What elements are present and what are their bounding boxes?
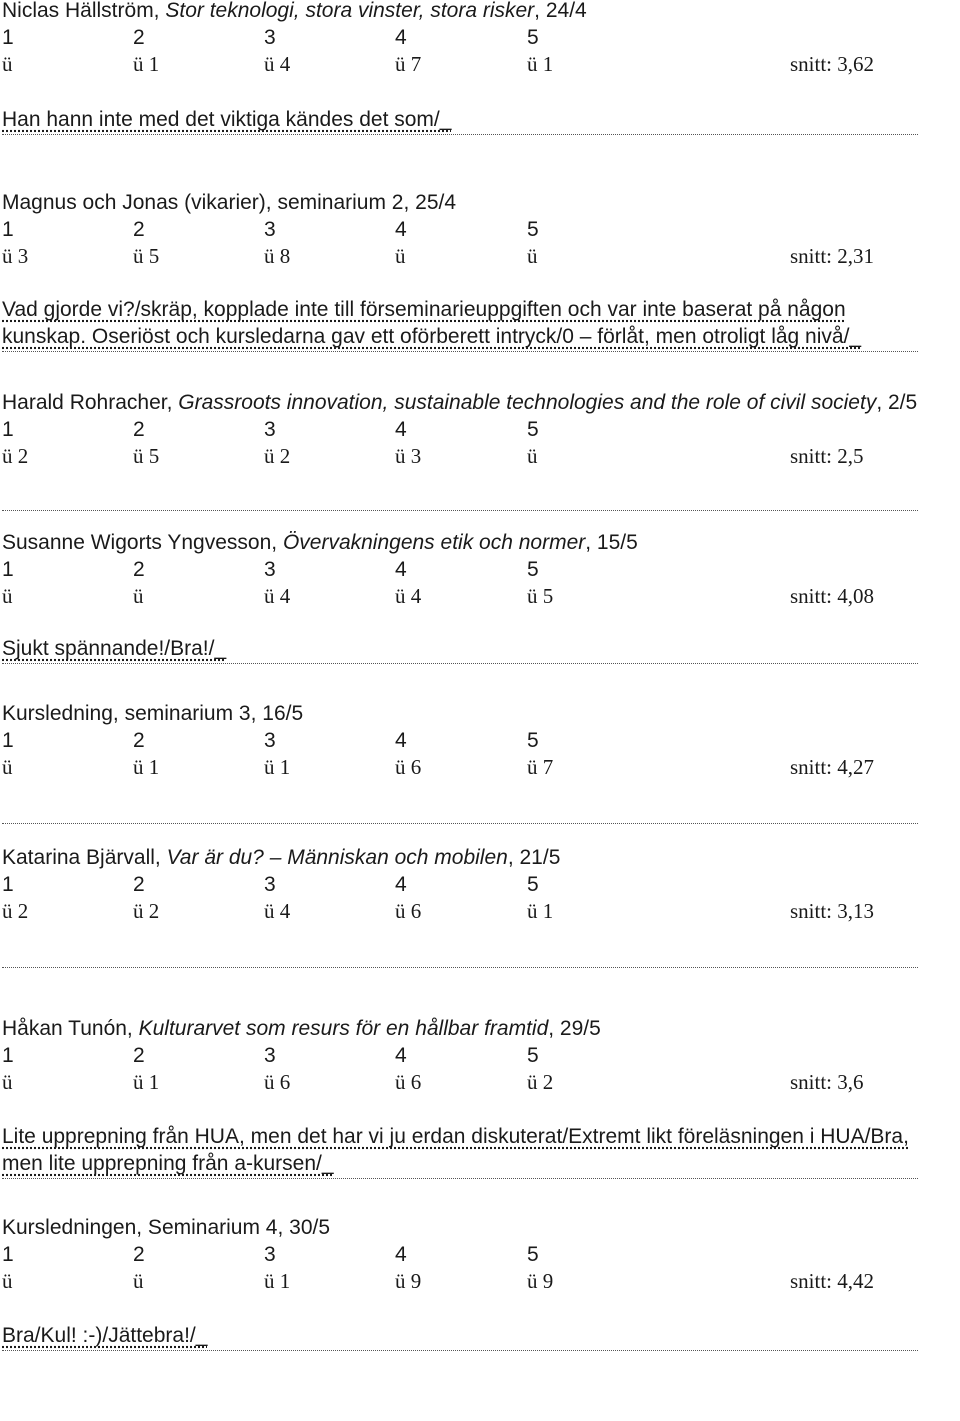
rating-counts xyxy=(2,898,920,925)
title-text: Håkan Tunón, xyxy=(2,1017,139,1040)
scale-4: 4 xyxy=(395,418,407,441)
average-score: snitt: 3,6 xyxy=(790,1070,864,1094)
average-score: snitt: 2,31 xyxy=(790,244,875,268)
scale-4: 4 xyxy=(395,873,407,896)
scale-1: 1 xyxy=(2,873,14,896)
count-2: ü 5 xyxy=(133,244,160,268)
scale-1: 1 xyxy=(2,418,14,441)
title-text: Magnus och Jonas (vikarier), seminarium 2, 25/4 xyxy=(2,191,457,214)
rating-scale xyxy=(2,727,920,754)
rating-scale xyxy=(2,1241,920,1268)
scale-2: 2 xyxy=(133,418,145,441)
lecture-section xyxy=(2,700,920,824)
scale-2: 2 xyxy=(133,873,145,896)
rating-scale xyxy=(2,556,920,583)
rating-scale xyxy=(2,871,920,898)
count-5: ü 9 xyxy=(527,1269,554,1293)
count-1: ü xyxy=(2,52,13,76)
count-4: ü 6 xyxy=(395,899,422,923)
section-title xyxy=(2,529,920,556)
rating-counts xyxy=(2,583,920,610)
comment-divider xyxy=(2,823,918,824)
lecture-section xyxy=(2,844,920,968)
count-2: ü 2 xyxy=(133,899,160,923)
count-4: ü 3 xyxy=(395,444,422,468)
average-score: snitt: 3,62 xyxy=(790,52,875,76)
comment-divider xyxy=(2,510,918,511)
average-score: snitt: 4,08 xyxy=(790,584,875,608)
scale-4: 4 xyxy=(395,26,407,49)
count-2: ü 1 xyxy=(133,52,160,76)
scale-2: 2 xyxy=(133,1243,145,1266)
rating-counts xyxy=(2,51,920,78)
count-4: ü 4 xyxy=(395,584,422,608)
scale-1: 1 xyxy=(2,1044,14,1067)
title-text: Niclas Hällström, xyxy=(2,0,166,22)
title-text: Kursledningen, Seminarium 4, 30/5 xyxy=(2,1216,331,1239)
scale-1: 1 xyxy=(2,729,14,752)
comment-line xyxy=(2,1322,918,1351)
title-italic: Stor teknologi, stora vinster, stora risker xyxy=(165,0,535,22)
scale-3: 3 xyxy=(264,1044,276,1067)
comment-text: Han hann inte med det viktiga kändes det som/_ xyxy=(2,108,452,131)
scale-3: 3 xyxy=(264,729,276,752)
scale-4: 4 xyxy=(395,218,407,241)
scale-3: 3 xyxy=(264,418,276,441)
comment-text: Sjukt spännande!/Bra!/_ xyxy=(2,637,227,660)
section-title xyxy=(2,1015,920,1042)
count-1: ü xyxy=(2,1070,13,1094)
count-4: ü 6 xyxy=(395,1070,422,1094)
rating-counts xyxy=(2,754,920,781)
count-2: ü 1 xyxy=(133,755,160,779)
comment-text: Vad gjorde vi?/skräp, kopplade inte till förseminarieuppgiften och var inte baserat på någon kunskap. Oseriöst och kursledarna gav ett oförberett intryck/0 – förlåt, men otroligt låg nivå/_ xyxy=(2,298,862,348)
count-3: ü 4 xyxy=(264,899,291,923)
title-date: , 24/4 xyxy=(534,0,587,22)
title-italic: Var är du? – Människan och mobilen xyxy=(166,846,508,869)
count-1: ü 2 xyxy=(2,444,29,468)
scale-2: 2 xyxy=(133,1044,145,1067)
scale-2: 2 xyxy=(133,218,145,241)
count-3: ü 6 xyxy=(264,1070,291,1094)
average-score: snitt: 4,42 xyxy=(790,1269,875,1293)
count-5: ü xyxy=(527,244,538,268)
count-5: ü 7 xyxy=(527,755,554,779)
average-score: snitt: 4,27 xyxy=(790,755,875,779)
lecture-section xyxy=(2,529,920,664)
scale-5: 5 xyxy=(527,729,539,752)
count-3: ü 4 xyxy=(264,584,291,608)
rating-scale xyxy=(2,416,920,443)
count-2: ü 1 xyxy=(133,1070,160,1094)
count-1: ü xyxy=(2,584,13,608)
count-5: ü xyxy=(527,444,538,468)
lecture-section xyxy=(2,1214,920,1351)
count-5: ü 2 xyxy=(527,1070,554,1094)
scale-1: 1 xyxy=(2,1243,14,1266)
rating-scale xyxy=(2,24,920,51)
count-3: ü 1 xyxy=(264,1269,291,1293)
rating-counts xyxy=(2,1069,920,1096)
scale-2: 2 xyxy=(133,558,145,581)
section-title xyxy=(2,700,920,727)
scale-5: 5 xyxy=(527,26,539,49)
comment-line xyxy=(2,1123,918,1179)
scale-5: 5 xyxy=(527,418,539,441)
scale-4: 4 xyxy=(395,729,407,752)
scale-4: 4 xyxy=(395,558,407,581)
count-1: ü 3 xyxy=(2,244,29,268)
scale-5: 5 xyxy=(527,218,539,241)
count-4: ü 6 xyxy=(395,755,422,779)
section-title xyxy=(2,389,920,416)
scale-3: 3 xyxy=(264,1243,276,1266)
scale-2: 2 xyxy=(133,26,145,49)
rating-counts xyxy=(2,1268,920,1295)
scale-5: 5 xyxy=(527,1243,539,1266)
scale-3: 3 xyxy=(264,558,276,581)
title-date: , 2/5 xyxy=(876,391,918,414)
scale-3: 3 xyxy=(264,873,276,896)
comment-line xyxy=(2,296,918,352)
comment-line xyxy=(2,635,918,664)
scale-1: 1 xyxy=(2,558,14,581)
scale-5: 5 xyxy=(527,558,539,581)
count-4: ü 7 xyxy=(395,52,422,76)
title-date: , 21/5 xyxy=(507,846,561,869)
count-3: ü 4 xyxy=(264,52,291,76)
section-title xyxy=(2,1214,920,1241)
count-2: ü xyxy=(133,1269,144,1293)
count-4: ü 9 xyxy=(395,1269,422,1293)
scale-1: 1 xyxy=(2,26,14,49)
title-date: , 29/5 xyxy=(548,1017,601,1040)
rating-scale xyxy=(2,216,920,243)
count-1: ü xyxy=(2,1269,13,1293)
title-italic: Kulturarvet som resurs för en hållbar framtid xyxy=(138,1017,549,1040)
scale-4: 4 xyxy=(395,1044,407,1067)
count-1: ü xyxy=(2,755,13,779)
comment-divider xyxy=(2,967,918,968)
count-4: ü xyxy=(395,244,406,268)
count-3: ü 8 xyxy=(264,244,291,268)
title-italic: Övervakningens etik och normer xyxy=(282,531,586,554)
title-text: Kursledning, seminarium 3, 16/5 xyxy=(2,702,304,725)
average-score: snitt: 3,13 xyxy=(790,899,875,923)
lecture-section xyxy=(2,0,920,135)
count-3: ü 1 xyxy=(264,755,291,779)
lecture-section xyxy=(2,1015,920,1179)
average-score: snitt: 2,5 xyxy=(790,444,864,468)
scale-4: 4 xyxy=(395,1243,407,1266)
lecture-section xyxy=(2,389,920,511)
count-2: ü xyxy=(133,584,144,608)
lecture-section xyxy=(2,189,920,352)
scale-5: 5 xyxy=(527,1044,539,1067)
title-date: , 15/5 xyxy=(585,531,638,554)
title-text: Susanne Wigorts Yngvesson, xyxy=(2,531,283,554)
count-5: ü 1 xyxy=(527,899,554,923)
comment-text: Lite upprepning från HUA, men det har vi ju erdan diskuterat/Extremt likt föreläsningen i HUA/Bra, men lite upprepning från a-kursen/_ xyxy=(2,1125,909,1175)
count-2: ü 5 xyxy=(133,444,160,468)
rating-counts xyxy=(2,243,920,270)
count-1: ü 2 xyxy=(2,899,29,923)
scale-5: 5 xyxy=(527,873,539,896)
rating-scale xyxy=(2,1042,920,1069)
title-text: Katarina Bjärvall, xyxy=(2,846,167,869)
comment-text: Bra/Kul! :-)/Jättebra!/_ xyxy=(2,1324,208,1347)
title-text: Harald Rohracher, xyxy=(2,391,179,414)
evaluation-document xyxy=(2,0,920,1351)
scale-1: 1 xyxy=(2,218,14,241)
section-title xyxy=(2,189,920,216)
scale-2: 2 xyxy=(133,729,145,752)
count-5: ü 1 xyxy=(527,52,554,76)
scale-3: 3 xyxy=(264,218,276,241)
section-title xyxy=(2,0,920,24)
title-italic: Grassroots innovation, sustainable technologies and the role of civil society xyxy=(178,391,877,414)
scale-3: 3 xyxy=(264,26,276,49)
count-5: ü 5 xyxy=(527,584,554,608)
count-3: ü 2 xyxy=(264,444,291,468)
section-title xyxy=(2,844,920,871)
comment-line xyxy=(2,106,918,135)
rating-counts xyxy=(2,443,920,470)
